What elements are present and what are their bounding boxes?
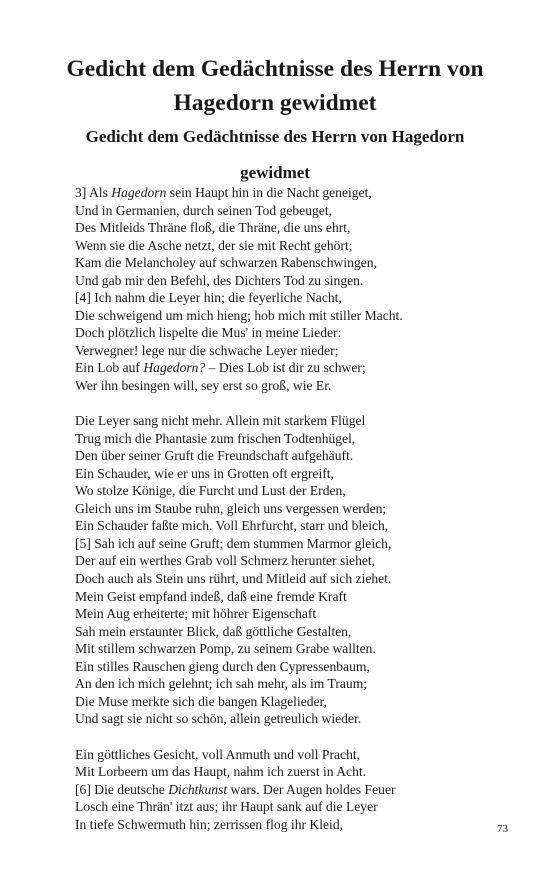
line-text: Kam die Melancholey auf schwarzen Rabenschwingen, <box>75 255 377 271</box>
line-text: Gleich uns im Staube ruhn, gleich uns vergessen werden; <box>75 500 387 516</box>
poem-line <box>75 272 515 290</box>
line-text: Verwegner! lege nur die schwache Leyer nieder; <box>75 342 339 358</box>
poem-line <box>75 781 515 799</box>
line-text: Doch auch als Stein uns rührt, und Mitleid auf sich ziehet. <box>75 571 392 587</box>
poem-line <box>75 675 515 693</box>
line-text: [6] Die deutsche <box>75 781 169 797</box>
poem-line <box>75 447 515 465</box>
line-text: Und gab mir den Befehl, des Dichters Tod zu singen. <box>75 272 364 288</box>
poem-line <box>75 289 515 307</box>
poem-line <box>75 570 515 588</box>
line-text: Trug mich die Phantasie zum frischen Todtenhügel, <box>75 430 356 446</box>
line-text: Losch eine Thrän' itzt aus; ihr Haupt sank auf die Leyer <box>75 799 378 815</box>
poem-line <box>75 342 515 360</box>
line-text: Wer ihn besingen will, sey erst so groß, wie Er. <box>75 378 332 394</box>
italic-name: Hagedorn? <box>143 360 206 376</box>
line-text: Und in Germanien, durch seinen Tod gebeuget, <box>75 202 333 218</box>
line-text: Den über seiner Gruft die Freundschaft aufgehäuft. <box>75 448 354 464</box>
page-title: Gedicht dem Gedächtnisse des Herrn von Hagedorn gewidmet <box>66 56 484 116</box>
poem-line <box>75 465 515 483</box>
line-text: Doch plötzlich lispelte die Mus' in meine Lieder: <box>75 325 342 341</box>
stanza-break <box>75 395 515 413</box>
poem-line <box>75 377 515 395</box>
line-text: In tiefe Schwermuth hin; zerrissen flog ihr Kleid, <box>75 816 344 832</box>
poem-line <box>75 237 515 255</box>
poem-line <box>75 693 515 711</box>
line-text: sein Haupt hin in die Nacht geneiget, <box>166 185 372 200</box>
poem-line <box>75 500 515 518</box>
stanza-break <box>75 728 515 746</box>
italic-name: Dichtkunst <box>168 781 228 797</box>
line-text: [4] Ich nahm die Leyer hin; die feyerliche Nacht, <box>75 290 342 306</box>
poem-line <box>75 658 515 676</box>
poem-line <box>75 763 515 781</box>
poem-line <box>75 798 515 816</box>
poem-line <box>75 517 515 535</box>
line-text: Die schweigend um mich hieng; hob mich mit stiller Macht. <box>75 307 403 323</box>
page-number: 73 <box>497 823 508 835</box>
poem-line <box>75 552 515 570</box>
line-text: [5] Sah ich auf seine Gruft; dem stummen Marmor gleich, <box>75 535 392 551</box>
poem-line <box>75 640 515 658</box>
line-text: Ein stilles Rauschen gieng durch den Cypressenbaum, <box>75 658 370 674</box>
line-text: – Dies Lob ist dir zu schwer; <box>205 360 366 376</box>
line-text: 3] Als <box>75 185 112 200</box>
poem-line <box>75 535 515 553</box>
line-text: Ein Schauder, wie er uns in Grotten oft ergreift, <box>75 465 334 481</box>
line-text: Ein Lob auf <box>75 360 144 376</box>
line-text: wars. Der Augen holdes Feuer <box>227 781 396 797</box>
poem-line <box>75 482 515 500</box>
line-text: An den ich mich gelehnt; ich sah mehr, als im Traum; <box>75 676 368 692</box>
poem-line <box>75 254 515 272</box>
line-text: Mein Aug erheiterte; mit höhrer Eigenschaft <box>75 606 317 622</box>
page-subtitle: Gedicht dem Gedächtnisse des Herrn von Hagedorn gewidmet <box>85 127 465 182</box>
line-text: Der auf ein werthes Grab voll Schmerz herunter siehet, <box>75 553 376 569</box>
line-text: Wo stolze Könige, die Furcht und Lust der Erden, <box>75 483 346 499</box>
line-text: Die Muse merkte sich die bangen Klagelieder, <box>75 693 327 709</box>
poem-line <box>75 184 515 202</box>
line-text: Ein göttliches Gesicht, voll Anmuth und voll Pracht, <box>75 746 361 762</box>
line-text: Mein Geist empfand indeß, daß eine fremde Kraft <box>75 588 347 604</box>
line-text: Die Leyer sang nicht mehr. Allein mit starkem Flügel <box>75 413 366 429</box>
poem-line <box>75 202 515 220</box>
line-text: Des Mitleids Thräne floß, die Thräne, die uns ehrt, <box>75 220 351 236</box>
line-text: Und sagt sie nicht so schön, allein getreulich wieder. <box>75 711 362 727</box>
poem-line <box>75 430 515 448</box>
line-text: Wenn sie die Asche netzt, der sie mit Recht gehört; <box>75 237 353 253</box>
italic-name: Hagedorn <box>111 185 167 200</box>
poem-line <box>75 746 515 764</box>
poem-line <box>75 219 515 237</box>
poem-line <box>75 623 515 641</box>
poem-line <box>75 307 515 325</box>
poem-line <box>75 588 515 606</box>
line-text: Mit stillem schwarzen Pomp, zu seinem Grabe wallten. <box>75 641 376 657</box>
poem-line <box>75 816 515 834</box>
line-text: Sah mein erstaunter Blick, daß göttliche Gestalten, <box>75 623 352 639</box>
line-text: Ein Schauder faßte mich. Voll Ehrfurcht, starr und bleich, <box>75 518 389 534</box>
poem-line <box>75 359 515 377</box>
poem-line <box>75 605 515 623</box>
poem-line <box>75 412 515 430</box>
poem-body <box>75 184 515 833</box>
poem-line <box>75 710 515 728</box>
line-text: Mit Lorbeern um das Haupt, nahm ich zuerst in Acht. <box>75 764 367 780</box>
poem-line <box>75 324 515 342</box>
